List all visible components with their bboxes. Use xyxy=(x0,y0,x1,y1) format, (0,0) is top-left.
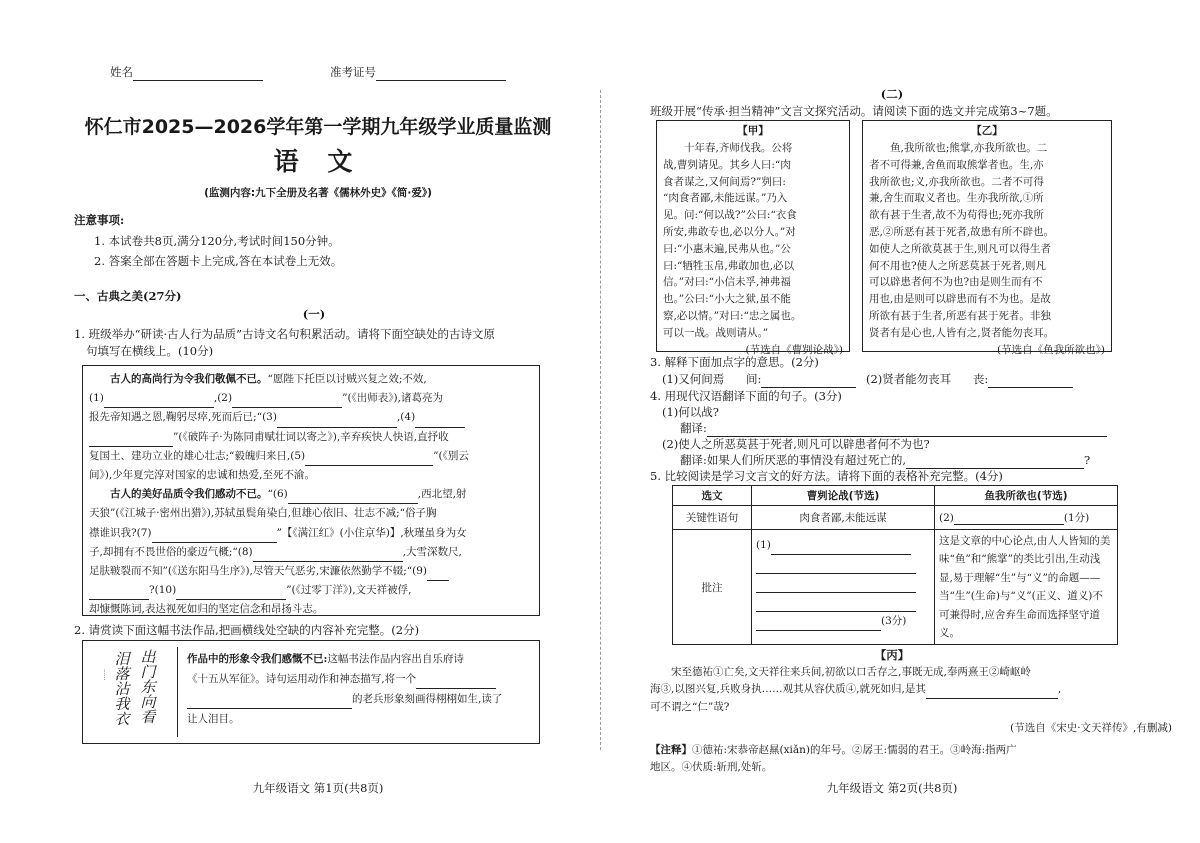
passage-line: 兼,舍生而取义者也。生亦我所欲,①所 xyxy=(869,192,1044,205)
jia-lines xyxy=(663,140,843,342)
right-page xyxy=(602,0,1200,843)
q1-source: ”(《破阵子·为陈同甫赋壮词以寄之》),辛弃疾快人快语,直抒收 xyxy=(173,430,449,443)
q2-blank-b[interactable] xyxy=(187,695,352,709)
q1-line: 间》),少年夏完淳对国家的忠诚和热爱,至死不渝。 xyxy=(89,469,316,482)
passage-line: 何不用也?使人之所恶莫甚于死者,则凡 xyxy=(869,259,1046,272)
footer-left: 九年级语文 第1页(共8页) xyxy=(252,781,384,795)
q1-line: 襟谁识我?(7) xyxy=(89,526,152,539)
q3-items xyxy=(662,371,1182,388)
q1-line: 子,却拥有不畏世俗的豪迈气概;“(8) xyxy=(89,545,253,558)
q4-tr2-label: 翻译:如果人们所厌恶的事情没有超过死亡的, xyxy=(680,453,907,467)
q1-num-2: ,(2) xyxy=(213,392,233,405)
q5-row1-cell1: 肉食者鄙,未能远谋 xyxy=(752,506,935,530)
passage-line: 也。”公曰:“小大之狱,虽不能 xyxy=(663,293,791,306)
passage-line: 鱼,我所欲也;熊掌,亦我所欲也。二 xyxy=(890,142,1048,154)
blank-5[interactable] xyxy=(305,452,433,466)
q3-stem: 3. 解释下面加点字的意思。(2分) xyxy=(650,355,819,369)
blank-4b[interactable] xyxy=(89,433,173,447)
blank-9[interactable] xyxy=(427,567,449,581)
passage-yi xyxy=(862,120,1112,356)
q5-blank-1c[interactable] xyxy=(756,579,916,593)
passage-line: 见。问:“何以战?”公曰:“衣食 xyxy=(663,209,797,222)
section-heading: 一、古典之美(27分) xyxy=(74,289,182,303)
blank-8[interactable] xyxy=(253,548,403,562)
name-blank[interactable] xyxy=(133,67,263,81)
q1-line: 复国土、建功立业的雄心壮志;“毅魄归来日,(5) xyxy=(89,449,306,462)
q4-translate-1 xyxy=(680,420,1107,437)
id-blank[interactable] xyxy=(376,67,506,81)
q3-key-2: 丧: xyxy=(972,372,989,386)
blank-3[interactable] xyxy=(277,414,397,428)
passage-line: 所欲有甚于生者,所恶有甚于死者。非独 xyxy=(869,309,1051,322)
q3-item-2: (2)贤者能勿丧耳 xyxy=(865,372,952,386)
q4-translate-2 xyxy=(680,452,1090,469)
page-divider xyxy=(600,90,601,750)
q2-line: 的老兵形象刻画得栩栩如生,读了 xyxy=(352,693,503,705)
passage-line: 信。”对曰:“小信未孚,神弗福 xyxy=(663,276,791,289)
q4-sentence-1: (1)何以战? xyxy=(662,405,719,419)
jia-source: (节选自《曹刿论战》) xyxy=(745,343,843,356)
q5-blank-1d[interactable] xyxy=(756,598,916,612)
q4-qmark: ? xyxy=(1084,453,1091,467)
q5-header-col1: 选文 xyxy=(673,486,752,506)
name-label: 姓名 xyxy=(110,65,133,79)
q5-row1-label: 关键性语句 xyxy=(673,506,752,530)
q4-stem: 4. 用现代汉语翻译下面的句子。(3分) xyxy=(650,389,842,403)
q5-num-2: (2) xyxy=(939,512,954,524)
q3-blank-2[interactable] xyxy=(988,374,1073,388)
calligraphy-artwork xyxy=(89,647,178,737)
q1-lead-1: 古人的高尚行为令我们敬佩不已。 xyxy=(110,373,268,385)
passage-line: 欲有甚于生者,故不为苟得也;死亦我所 xyxy=(869,209,1044,222)
blank-6[interactable] xyxy=(288,490,418,504)
q4-blank-1[interactable] xyxy=(707,423,1107,437)
passage-line: 可以辟患者何不为也?由是则生而有不 xyxy=(869,276,1043,289)
blank-7[interactable] xyxy=(152,529,277,543)
calligraphy-column-2: 泪落沾我衣 xyxy=(112,651,131,726)
q1-source: ”(《出师表》),诸葛亮为 xyxy=(342,392,443,405)
q5-stem: 5. 比较阅读是学习文言文的好方法。请将下面的表格补充完整。(4分) xyxy=(650,469,1003,483)
q1-line: 足肤皲裂而不知”(《送东阳马生序》),尽管天气恶劣,宋濂依然勤学不辍;“(9) xyxy=(89,565,428,578)
calligraphy-column-1: 出门东向看 xyxy=(138,649,157,724)
bing-note-2: 地区。④伏质:斩刑,处斩。 xyxy=(650,761,773,774)
blank-10[interactable] xyxy=(176,586,286,600)
name-field[interactable] xyxy=(110,64,263,81)
q5-row1-cell2[interactable] xyxy=(935,506,1118,530)
passage-line: 贤者有是心也,人皆有之,贤者能勿丧耳。 xyxy=(869,326,1055,339)
q3-item-1: (1)又何间焉 xyxy=(662,372,725,386)
bing-line-1: 宋至德祐①亡矣,文天祥往来兵间,初欲以口舌存之,事既无成,奉两熹王②崎岖岭 xyxy=(671,666,1031,678)
q5-num-1: (1) xyxy=(756,539,771,551)
q4-tr-label: 翻译: xyxy=(680,421,707,435)
q5-row2-label: 批注 xyxy=(673,530,752,645)
jia-label: 【甲】 xyxy=(737,125,769,137)
q1-stem xyxy=(74,326,564,360)
q1-stem-line2: 句填写在横线上。(10分) xyxy=(86,344,214,358)
q2-box xyxy=(82,640,540,744)
q1-source: ”(《别云 xyxy=(433,449,469,462)
passage-line: 十年春,齐师伐我。公将 xyxy=(684,142,793,154)
q5-row2-cell1[interactable] xyxy=(752,530,935,645)
q5-score-1: (3分) xyxy=(881,615,907,627)
passage-line: 所安,弗敢专也,必以分人。”对 xyxy=(663,225,796,238)
bing-blank[interactable] xyxy=(926,685,1058,699)
q5-blank-1b[interactable] xyxy=(756,560,916,574)
q1-num-4: ,(4) xyxy=(396,411,416,424)
bing-source: (节选自《宋史·文天祥传》,有删减) xyxy=(1010,722,1172,735)
passage-line: 曰:“牺牲玉帛,弗敢加也,必以 xyxy=(663,259,795,272)
q1-box xyxy=(82,365,540,616)
yi-label: 【乙】 xyxy=(971,125,1003,137)
q1-num-1: (1) xyxy=(89,392,104,405)
q5-header-col2: 曹刿论战(节选) xyxy=(752,486,935,506)
yi-lines xyxy=(869,140,1105,342)
q3-blank-1[interactable] xyxy=(761,374,856,388)
passage-line: 如使人之所欲莫甚于生,则凡可以得生者 xyxy=(869,242,1051,255)
bing-line-3: 可不谓之“仁”哉? xyxy=(650,700,730,713)
q5-blank-2[interactable] xyxy=(954,511,1064,525)
bing-note-1: ①德祐:宋恭帝赵㬎(xiǎn)的年号。②孱王:懦弱的君王。③岭海:指两广 xyxy=(692,743,1017,756)
q5-header-col3: 鱼我所欲也(节选) xyxy=(935,486,1118,506)
q1-line: 报先帝知遇之恩,鞠躬尽瘁,死而后已;“(3) xyxy=(89,411,277,424)
q1-stem-line1: 1. 班级举办“研读·古人行为品质”古诗文名句积累活动。请将下面空缺处的古诗文原 xyxy=(74,327,496,341)
blank-4[interactable] xyxy=(415,414,465,428)
q1-lead-2: 古人的美好品质令我们感动不已。 xyxy=(110,488,268,501)
passage-bing: 宋至德祐①亡矣,文天祥往来兵间,初欲以口舌存之,事既无成,奉两熹王②崎岖岭 海③,以图兴复,兵败身执……观其从容伏质④,就死如归,是其 , 可不谓之“仁”哉? (节选自《宋史·文天祥传》,有删减) 【注释】①德祐:宋恭帝赵㬎(xiǎn)的年号。②孱王:懦弱的君王。③岭海:指两广 地区。④伏质:斩刑,处斩。 xyxy=(650,664,1172,776)
passage-line: 曰:“小惠未遍,民弗从也。”公 xyxy=(663,242,791,255)
subject-title: 语 文 xyxy=(273,147,363,176)
bing-note-label: 【注释】 xyxy=(650,743,692,756)
passage-line: 察,必以情。”对曰:“忠之属也。 xyxy=(663,309,802,322)
q5-score-2: (1分) xyxy=(1063,512,1090,524)
q4-sentence-2: (2)使人之所恶莫甚于死者,则凡可以辟患者何不为也? xyxy=(662,437,930,451)
q1-num-10: ?(10) xyxy=(149,584,177,597)
q2-blank-a[interactable] xyxy=(416,675,496,689)
q4-blank-2[interactable] xyxy=(906,455,1084,469)
q5-table xyxy=(672,485,1118,645)
exam-title: 怀仁市2025—2026学年第一学期九年级学业质量监测 xyxy=(84,116,552,138)
notice-item-2: 2. 答案全部在答题卡上完成,答在本试卷上无效。 xyxy=(94,254,343,268)
passage-line: 用也,由是则可以辟患而有不为也。是故 xyxy=(869,293,1051,306)
id-label: 准考证号 xyxy=(330,65,376,79)
q1-line: ,大雪深数尺, xyxy=(402,545,462,558)
blank-9b[interactable] xyxy=(89,586,149,600)
q2-line: 让人泪目。 xyxy=(187,713,240,725)
q2-lead: 作品中的形象令我们感慨不已: xyxy=(187,653,328,665)
bing-line-2: 海③,以图兴复,兵败身执……观其从容伏质④,就死如归,是其 xyxy=(650,683,926,696)
q3-key-1: 间: xyxy=(745,372,762,386)
passage-line: “肉食者鄙,未能远谋。”乃入 xyxy=(663,192,788,205)
yi-source: (节选自《鱼我所欲也》) xyxy=(997,343,1105,356)
passage-line: 我所欲也;义,亦我所欲也。二者不可得 xyxy=(869,175,1044,188)
calligraphy-seal-inscription: ······ xyxy=(100,669,107,681)
passage-line: 食者谋之,又何间焉?”刿曰: xyxy=(663,175,786,188)
q5-blank-1e[interactable] xyxy=(756,617,881,631)
notice-item-1: 1. 本试卷共8页,满分120分,考试时间150分钟。 xyxy=(94,234,340,248)
bing-label: 【丙】 xyxy=(874,648,910,662)
q1-line: 天狼”(《江城子·密州出猎》),苏轼虽鬓角染白,但雄心依旧、壮志不减;“俗子胸 xyxy=(89,507,437,520)
q1-line: 却慷慨陈词,表达视死如归的坚定信念和昂扬斗志。 xyxy=(89,603,324,616)
blank-2[interactable] xyxy=(232,394,342,408)
passage-line: 恶,②所恶有甚于死者,故患有所不辟也。 xyxy=(869,225,1055,238)
q1-line: ”(《过零丁洋》),文天祥被俘, xyxy=(286,584,412,597)
q2-line: 这幅书法作品内容出自乐府诗 xyxy=(327,653,464,665)
q5-blank-1a[interactable] xyxy=(771,541,911,555)
part-two-intro: 班级开展“传承·担当精神”文言文探究活动。请阅读下面的选文并完成第3~7题。 xyxy=(650,104,1058,118)
blank-1[interactable] xyxy=(104,394,214,408)
q1-line: ”【《满江红》(小住京华)】,秋瑾虽身为女 xyxy=(276,526,467,539)
passage-jia xyxy=(656,120,850,356)
footer-right: 九年级语文 第2页(共8页) xyxy=(826,781,958,795)
q2-text xyxy=(187,649,537,729)
q1-line: “愿陛下托臣以讨贼兴复之效;不效, xyxy=(267,373,427,385)
passage-line: 战,曹刿请见。其乡人曰:“肉 xyxy=(663,158,791,171)
q2-stem: 2. 请赏读下面这幅书法作品,把画横线处空缺的内容补充完整。(2分) xyxy=(74,623,420,637)
left-page xyxy=(0,0,598,843)
part-two-heading: (二) xyxy=(880,87,904,101)
scope-note: (监测内容:九下全册及名著《儒林外史》《简·爱》) xyxy=(204,187,432,199)
notice-heading: 注意事项: xyxy=(74,213,125,227)
q1-line: ,西北望,射 xyxy=(417,488,467,501)
id-field[interactable] xyxy=(330,64,506,81)
passage-line: 可以一战。战则请从。” xyxy=(663,326,769,339)
passage-line: 者不可得兼,舍鱼而取熊掌者也。生,亦 xyxy=(869,158,1044,171)
part-one-heading: (一) xyxy=(302,307,326,321)
q5-row2-cell2: 这是文章的中心论点,由人人皆知的美味“鱼”和“熊掌”的类比引出,生动浅显,易于理解“生”与“义”的命题——当“生”(生命)与“义”(正义、道义)不可兼得时,应舍弃生命而选择坚守道义。 xyxy=(935,530,1118,645)
q1-num-6: “(6) xyxy=(267,488,288,501)
q2-line: 《十五从军征》。诗句运用动作和神态描写,将一个 xyxy=(187,673,417,685)
